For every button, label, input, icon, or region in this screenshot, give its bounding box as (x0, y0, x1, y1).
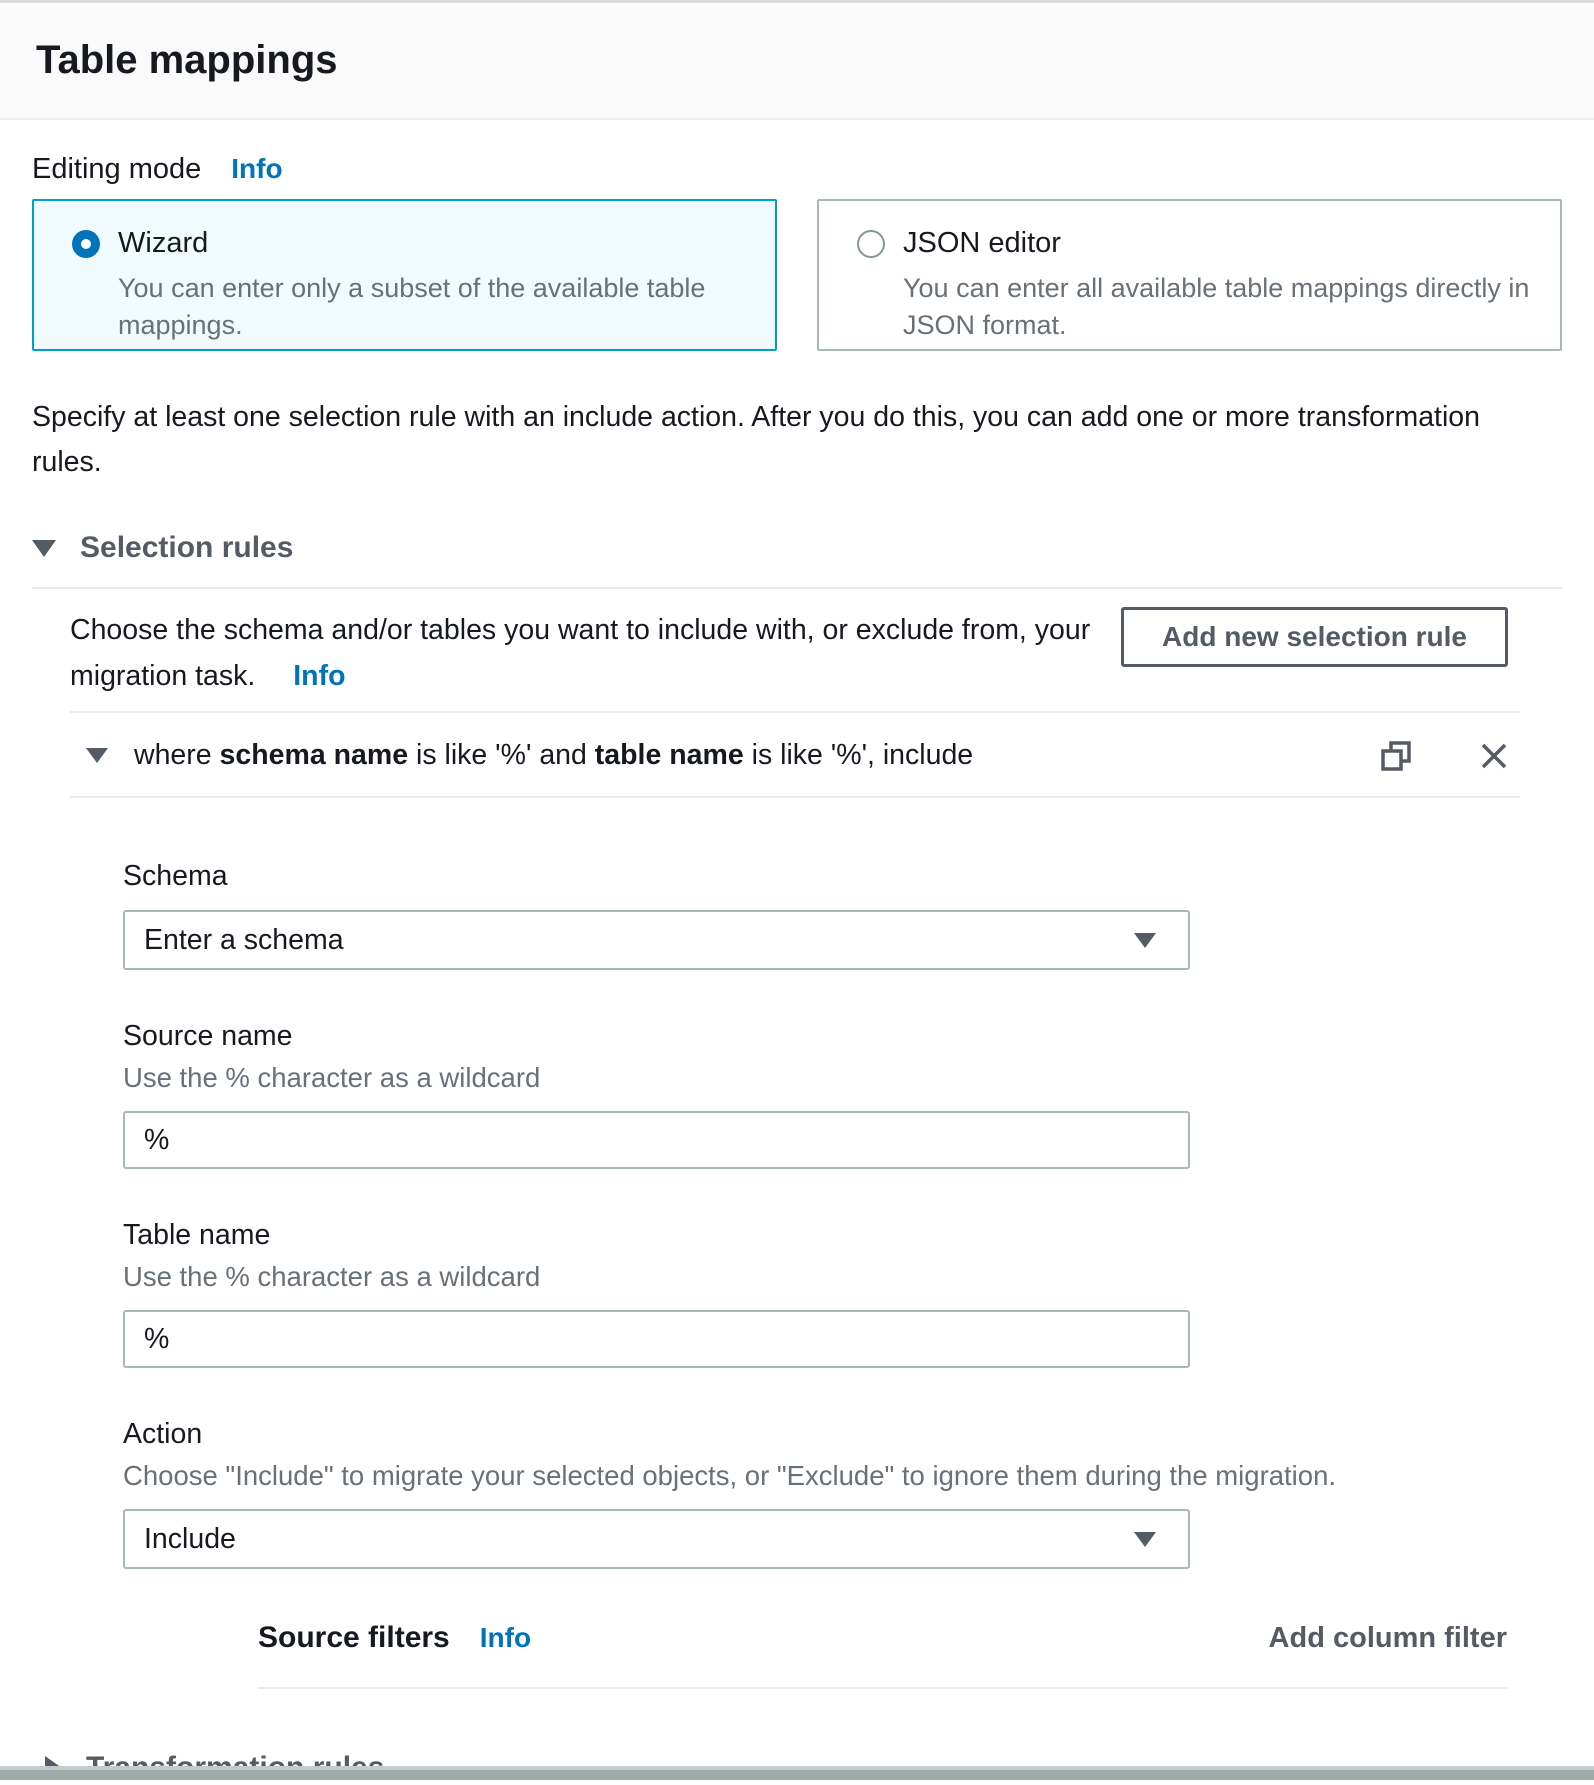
divider (258, 1687, 1507, 1689)
selection-rules-body (32, 607, 1562, 1689)
page-title: Table mappings (36, 38, 338, 82)
rule-actions (1380, 740, 1510, 772)
rule-summary-suffix: is like '%', include (743, 739, 974, 771)
schema-select[interactable] (123, 910, 1190, 970)
schema-label: Schema (123, 860, 228, 892)
json-editor-tile-text (903, 227, 1536, 344)
panel-header (0, 0, 1594, 120)
rule-summary-text (134, 739, 973, 772)
source-name-input[interactable] (123, 1111, 1190, 1169)
table-name-field-group (123, 1219, 1562, 1368)
selection-rules-description-text: Choose the schema and/or tables you want to include with, or exclude from, your migration task. (70, 614, 1091, 692)
table-name-label: Table name (123, 1219, 271, 1251)
editing-mode-info-link[interactable]: Info (231, 153, 283, 184)
rule-form (70, 860, 1562, 1689)
source-name-hint: Use the % character as a wildcard (123, 1062, 541, 1093)
selection-rules-title: Selection rules (80, 531, 294, 564)
table-mappings-panel (0, 153, 1594, 1785)
chevron-down-icon (32, 540, 56, 557)
wizard-tile-description: You can enter only a subset of the available table mappings. (118, 273, 706, 340)
add-selection-rule-button[interactable]: Add new selection rule (1121, 607, 1508, 667)
json-editor-radio-icon[interactable] (857, 230, 885, 258)
rule-chevron-down-icon[interactable] (86, 748, 108, 763)
source-filters-info-link[interactable]: Info (479, 1622, 532, 1653)
bottom-scroll-edge (0, 1766, 1594, 1780)
action-select[interactable] (123, 1509, 1190, 1569)
action-field-group (123, 1418, 1562, 1569)
wizard-tile-text (118, 227, 751, 344)
rule-summary-prefix: where (134, 739, 220, 771)
source-filters-row (258, 1621, 1507, 1655)
selection-rules-info-link[interactable]: Info (293, 660, 346, 692)
wizard-radio-selected-icon[interactable] (72, 230, 100, 258)
selection-rules-description (70, 607, 1121, 699)
rule-summary-table-name: table name (594, 739, 744, 771)
chevron-down-icon (1134, 933, 1156, 948)
wizard-tile-label: Wizard (118, 227, 209, 259)
rule-summary-middle: is like '%' and (408, 739, 595, 771)
intro-text: Specify at least one selection rule with an include action. After you do this, you can add one or more transformation rules. (32, 401, 1480, 478)
rule-summary-schema-name: schema name (219, 739, 409, 771)
action-select-value: Include (144, 1522, 236, 1555)
divider (70, 796, 1520, 798)
editing-mode-tiles (32, 199, 1562, 351)
divider (32, 587, 1562, 589)
json-editor-tile[interactable] (817, 199, 1562, 351)
schema-field-group (123, 860, 1562, 970)
source-name-label: Source name (123, 1020, 293, 1052)
wizard-tile[interactable] (32, 199, 777, 351)
source-filters-label: Source filters (258, 1621, 450, 1654)
editing-mode-label: Editing mode (32, 153, 202, 185)
action-hint: Choose "Include" to migrate your selected objects, or "Exclude" to ignore them during the migration. (123, 1460, 1337, 1491)
table-name-hint: Use the % character as a wildcard (123, 1261, 541, 1292)
action-label: Action (123, 1418, 203, 1450)
source-filters-section (258, 1621, 1507, 1689)
chevron-down-icon (1134, 1532, 1156, 1547)
json-editor-tile-label: JSON editor (903, 227, 1061, 259)
rule-summary-row (70, 713, 1562, 796)
close-rule-icon[interactable] (1478, 740, 1510, 772)
json-editor-tile-description: You can enter all available table mappings directly in JSON format. (903, 273, 1530, 340)
source-name-field-group (123, 1020, 1562, 1169)
schema-select-value: Enter a schema (144, 923, 344, 956)
add-column-filter-button[interactable]: Add column filter (1268, 1622, 1507, 1654)
editing-mode-row (32, 153, 1562, 186)
selection-rules-toolbar (70, 607, 1562, 699)
copy-rule-icon[interactable] (1380, 740, 1412, 772)
table-name-input[interactable] (123, 1310, 1190, 1368)
selection-rules-header[interactable] (32, 531, 1562, 565)
